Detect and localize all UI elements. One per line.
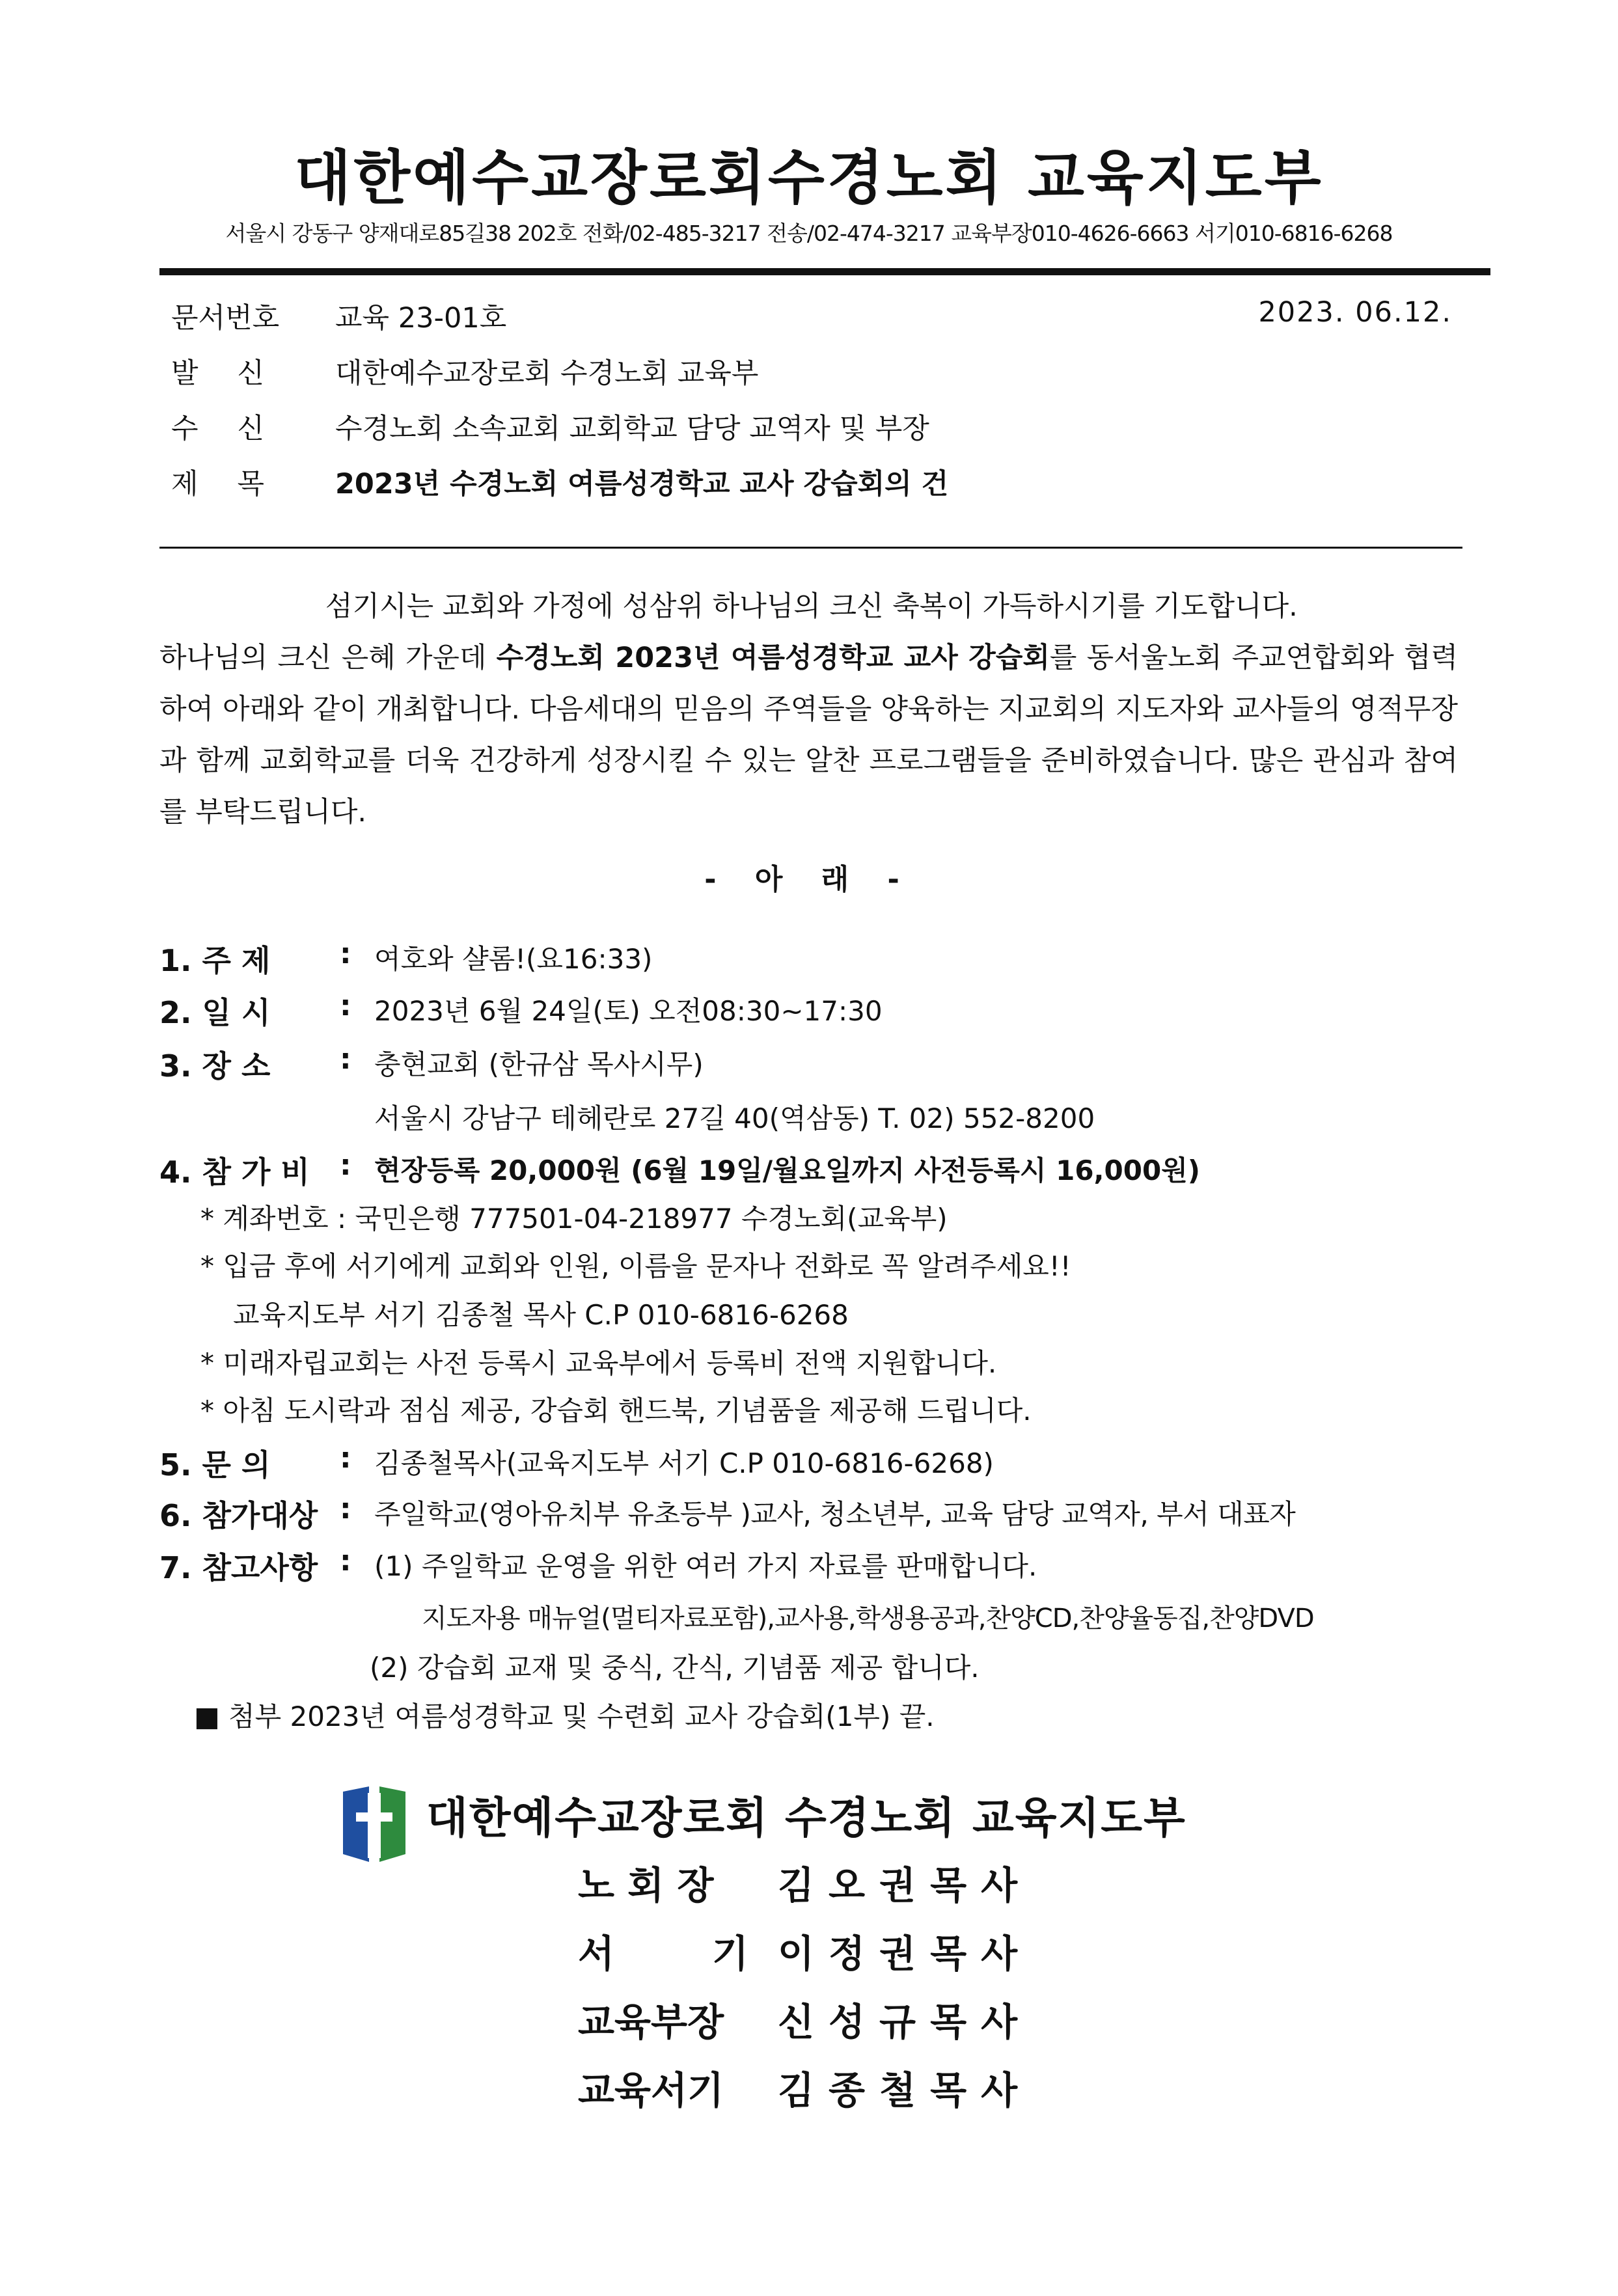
item-inquiry-label: 5. 문 의 (159, 1447, 271, 1483)
signatory-role: 교육서기 (578, 2068, 724, 2112)
doc-number-value: 교육 23-01호 (335, 302, 507, 335)
item-date-value: 2023년 6월 24일(토) 오전08:30~17:30 (374, 995, 883, 1027)
notice-heading: - 아 래 - (704, 863, 914, 896)
colon: : (340, 1492, 351, 1525)
sender-value: 대한예수교장로회 수경노회 교육부 (335, 357, 759, 390)
item-theme-label: 1. 주 제 (159, 943, 271, 978)
item-inquiry-value: 김종철목사(교육지도부 서기 C.P 010-6816-6268) (374, 1447, 994, 1479)
fee-note-contact-person: 교육지도부 서기 김종철 목사 C.P 010-6816-6268 (233, 1299, 849, 1331)
recipient-label: 수신 (171, 413, 304, 445)
subject-value: 2023년 수경노회 여름성경학교 교사 강습회의 건 (335, 468, 949, 500)
recipient-value: 수경노회 소속교회 교회학교 담당 교역자 및 부장 (335, 413, 929, 445)
signatory-role: 서기 (578, 1932, 847, 1976)
main-paragraph (159, 633, 1458, 838)
fee-note-meals: * 아침 도시락과 점심 제공, 강습회 핸드북, 기념품을 제공해 드립니다. (200, 1395, 1032, 1427)
cross-logo-icon (343, 1786, 405, 1862)
signatory-role: 노 회 장 (578, 1863, 714, 1907)
item-date-label: 2. 일 시 (159, 995, 271, 1030)
item-place-value: 충현교회 (한규삼 목사시무) (374, 1048, 704, 1080)
header-divider (159, 268, 1490, 275)
item-notes-1-materials: 지도자용 매뉴얼(멀티자료포함),교사용,학생용공과,찬양CD,찬양율동집,찬양DVD (422, 1604, 1314, 1633)
event-name: 수경노회 2023년 여름성경학교 교사 강습회 (496, 642, 1050, 674)
item-notes-1: (1) 주일학교 운영을 위한 여러 가지 자료를 판매합니다. (374, 1550, 1037, 1582)
colon: : (340, 1544, 351, 1578)
doc-number-label: 문서번호 (171, 302, 280, 335)
signatory-name: 김종철목사 (778, 2068, 1032, 2112)
organization-title: 대한예수교장로회수경노회 교육지도부 (294, 144, 1324, 212)
item-theme-value: 여호와 샬롬!(요16:33) (374, 943, 653, 975)
item-fee-value: 현장등록 20,000원 (6월 19일/월요일까지 사전등록시 16,000원) (374, 1155, 1200, 1186)
colon: : (340, 937, 351, 970)
colon: : (340, 1442, 351, 1475)
colon: : (340, 989, 351, 1022)
fee-note-account: * 계좌번호 : 국민은행 777501-04-218977 수경노회(교육부) (200, 1203, 948, 1235)
item-notes-2: (2) 강습회 교재 및 중식, 간식, 기념품 제공 합니다. (370, 1652, 980, 1684)
item-place-address: 서울시 강남구 테헤란로 27길 40(역삼동) T. 02) 552-8200 (374, 1102, 1095, 1134)
item-fee-label: 4. 참 가 비 (159, 1155, 310, 1190)
subject-label: 제목 (171, 468, 304, 500)
body-paragraph (159, 581, 1458, 838)
sender-label: 발신 (171, 357, 304, 390)
signatory-role: 교육부장 (578, 2000, 724, 2044)
document-date: 2023. 06.12. (1258, 296, 1452, 329)
item-notes-label: 7. 참고사항 (159, 1550, 318, 1585)
item-target-value: 주일학교(영아유치부 유초등부 )교사, 청소년부, 교육 담당 교역자, 부서 대표자 (374, 1498, 1296, 1530)
meta-divider (159, 547, 1462, 549)
paragraph-text: 하나님의 크신 은혜 가운데 (159, 642, 497, 674)
paragraph-text: 를 동서울노회 주교연합회와 협력하여 아래와 같이 개최합니다. 다음세대의 믿음의 주역들을 양육하는 지교회의 지도자와 교사들의 영적무장과 함께 교회학교를 더욱 건강하게 성장시킬 수 있는 알찬 프로그램들을 준비하였습니다. 많은 관심과 참여를 부탁드립니다. (159, 642, 1458, 828)
colon: : (340, 1149, 351, 1182)
fee-note-contact: * 입금 후에 서기에게 교회와 인원, 이름을 문자나 전화로 꼭 알려주세요!! (200, 1250, 1071, 1282)
footer-organization: 대한예수교장로회 수경노회 교육지도부 (426, 1793, 1186, 1843)
signatory-name: 신성규목사 (778, 2000, 1032, 2044)
greeting-line: 섬기시는 교회와 가정에 성삼위 하나님의 크신 축복이 가득하시기를 기도합니다. (325, 590, 1298, 623)
item-place-label: 3. 장 소 (159, 1048, 271, 1084)
signatory-name: 이정권목사 (778, 1932, 1032, 1976)
signatory-name: 김오권목사 (778, 1863, 1032, 1907)
contact-line: 서울시 강동구 양재대로85길38 202호 전화/02-485-3217 전송/02-474-3217 교육부장010-4626-6663 서기010-6816-6268 (225, 221, 1393, 246)
attachment-line: ■ 첨부 2023년 여름성경학교 및 수련회 교사 강습회(1부) 끝. (194, 1701, 935, 1732)
colon: : (340, 1043, 351, 1076)
fee-note-support: * 미래자립교회는 사전 등록시 교육부에서 등록비 전액 지원합니다. (200, 1347, 997, 1379)
item-target-label: 6. 참가대상 (159, 1498, 318, 1533)
